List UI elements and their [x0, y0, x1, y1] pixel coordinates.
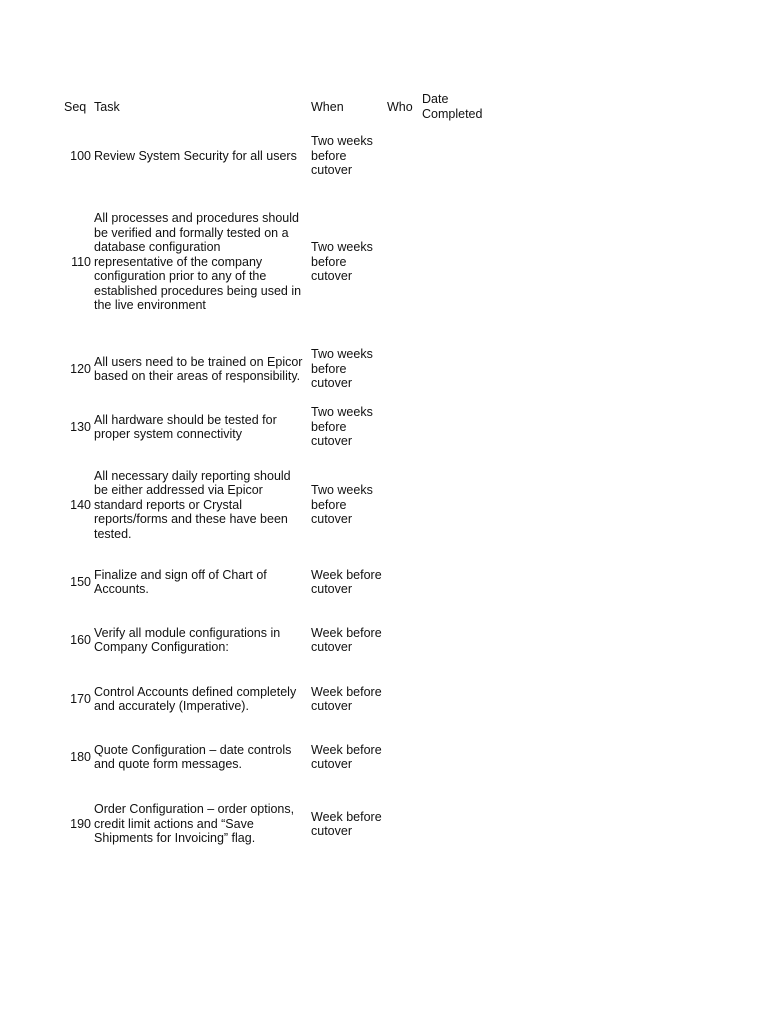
row-seq: 160: [70, 632, 91, 647]
header-who: Who: [387, 99, 413, 114]
row-when: Two weeks before cutover: [311, 347, 373, 391]
row-seq: 150: [70, 574, 91, 589]
row-task: All processes and procedures should be verified and formally tested on a database configuration representative of the company configuration prior to any of the established procedures being used in the live environment: [94, 211, 302, 313]
table-row: [0, 465, 768, 545]
table-row: [0, 624, 768, 656]
row-task: All necessary daily reporting should be either addressed via Epicor standard reports or Crystal reports/forms and these have been tested.: [94, 468, 291, 541]
row-when: Two weeks before cutover: [311, 483, 373, 527]
row-when: Two weeks before cutover: [311, 134, 373, 178]
table-row: [0, 683, 768, 715]
header-seq: Seq: [64, 99, 87, 114]
row-when: Week before cutover: [311, 567, 382, 596]
header-when: When: [311, 99, 344, 114]
row-when: Two weeks before cutover: [311, 240, 373, 284]
row-seq: 100: [70, 148, 91, 163]
row-task: All users need to be trained on Epicor based on their areas of responsibility.: [94, 354, 303, 383]
table-row: [0, 130, 768, 182]
row-task: Order Configuration – order options, credit limit actions and “Save Shipments for Invoicing” flag.: [94, 802, 295, 846]
table-row: [0, 401, 768, 453]
row-when: Week before cutover: [311, 742, 382, 771]
row-seq: 180: [70, 749, 91, 764]
row-task: All hardware should be tested for proper system connectivity: [94, 412, 277, 441]
row-task: Finalize and sign off of Chart of Accounts.: [94, 567, 267, 596]
row-seq: 110: [71, 254, 91, 269]
row-task: Review System Security for all users: [94, 148, 297, 163]
row-when: Week before cutover: [311, 625, 382, 654]
row-when: Week before cutover: [311, 809, 382, 838]
header-task: Task: [94, 99, 120, 114]
row-seq: 140: [70, 497, 91, 512]
row-when: Two weeks before cutover: [311, 405, 373, 449]
header-row: [0, 92, 768, 122]
row-seq: 170: [70, 691, 91, 706]
row-seq: 190: [70, 816, 91, 831]
table-row: [0, 741, 768, 773]
row-seq: 130: [70, 419, 91, 434]
table-row: [0, 343, 768, 395]
row-task: Verify all module configurations in Company Configuration:: [94, 625, 281, 654]
row-task: Control Accounts defined completely and accurately (Imperative).: [94, 684, 297, 713]
table-row: [0, 801, 768, 847]
row-when: Week before cutover: [311, 684, 382, 713]
row-seq: 120: [70, 361, 91, 376]
header-date-completed: Date Completed: [422, 92, 483, 121]
row-task: Quote Configuration – date controls and quote form messages.: [94, 742, 292, 771]
table-row: [0, 208, 768, 316]
table-row: [0, 566, 768, 598]
